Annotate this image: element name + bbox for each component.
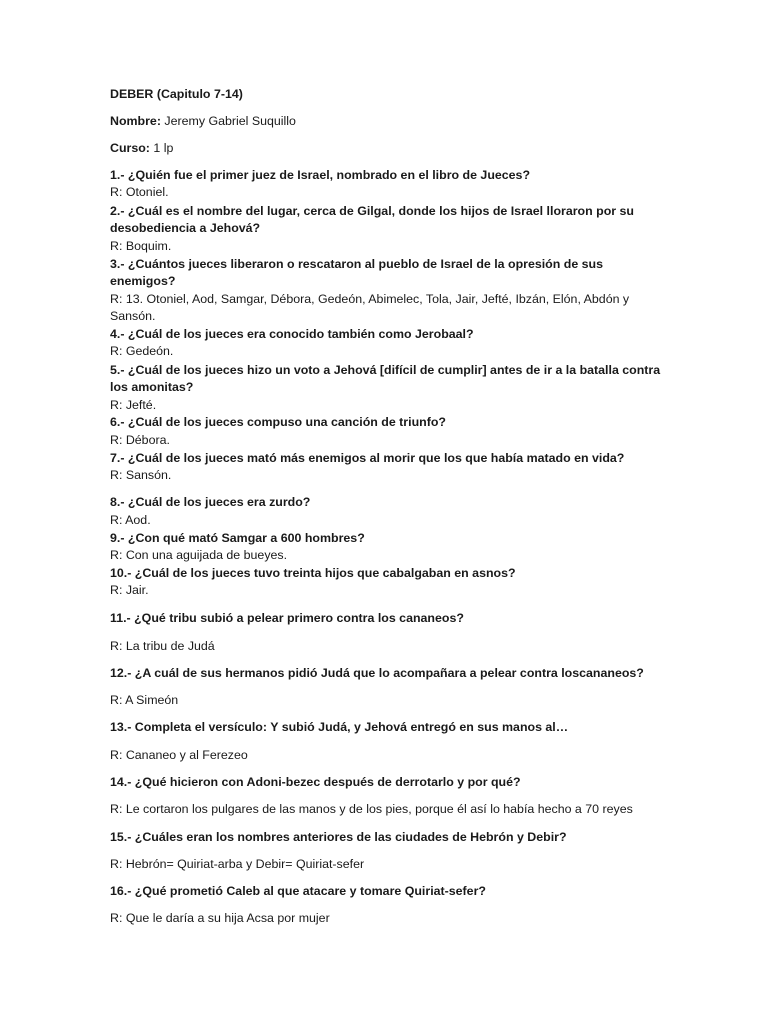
document-title: DEBER (Capitulo 7-14) bbox=[110, 87, 243, 101]
course-line bbox=[110, 140, 670, 158]
answer-text: R: Otoniel. bbox=[110, 185, 169, 199]
question-text: desobediencia a Jehová? bbox=[110, 221, 261, 235]
question-text: 14.- ¿Qué hicieron con Adoni-bezec después de derrotarlo y por qué? bbox=[110, 775, 521, 789]
answer-text: R: Con una aguijada de bueyes. bbox=[110, 548, 288, 562]
answer-text: R: Jefté. bbox=[110, 398, 157, 412]
answer-text: R: Que le daría a su hija Acsa por mujer bbox=[110, 911, 330, 925]
question-text: 6.- ¿Cuál de los jueces compuso una canción de triunfo? bbox=[110, 415, 446, 429]
answer-text: R: Boquim. bbox=[110, 239, 172, 253]
answer-text: R: Gedeón. bbox=[110, 344, 174, 358]
question-text: 16.- ¿Qué prometió Caleb al que atacare y tomare Quiriat-sefer? bbox=[110, 884, 486, 898]
answer-text: R: Le cortaron los pulgares de las manos y de los pies, porque él así lo había hecho a 70 reyes bbox=[110, 802, 633, 816]
answer-text: R: 13. Otoniel, Aod, Samgar, Débora, Gedeón, Abimelec, Tola, Jair, Jefté, Ibzán, Elón, Abdón y bbox=[110, 292, 630, 306]
course-label: Curso: bbox=[110, 141, 150, 155]
question-text: 7.- ¿Cuál de los jueces mató más enemigos al morir que los que había matado en vida? bbox=[110, 451, 625, 465]
answer-text: R: Aod. bbox=[110, 513, 151, 527]
answer-text: R: Sansón. bbox=[110, 468, 172, 482]
question-text: 3.- ¿Cuántos jueces liberaron o rescataron al pueblo de Israel de la opresión de sus bbox=[110, 257, 604, 271]
question-text: 1.- ¿Quién fue el primer juez de Israel, nombrado en el libro de Jueces? bbox=[110, 168, 531, 182]
question-text: 8.- ¿Cuál de los jueces era zurdo? bbox=[110, 495, 311, 509]
name-label: Nombre: bbox=[110, 114, 161, 128]
question-text: 15.- ¿Cuáles eran los nombres anteriores de las ciudades de Hebrón y Debir? bbox=[110, 830, 567, 844]
answer-text: Sansón. bbox=[110, 309, 156, 323]
question-text: 13.- Completa el versículo: Y subió Judá, y Jehová entregó en sus manos al… bbox=[110, 720, 569, 734]
question-text: 10.- ¿Cuál de los jueces tuvo treinta hijos que cabalgaban en asnos? bbox=[110, 566, 516, 580]
answer-text: R: Débora. bbox=[110, 433, 170, 447]
question-text: 4.- ¿Cuál de los jueces era conocido también como Jerobaal? bbox=[110, 327, 474, 341]
question-text: 9.- ¿Con qué mató Samgar a 600 hombres? bbox=[110, 531, 365, 545]
answer-text: R: Cananeo y al Ferezeo bbox=[110, 748, 248, 762]
question-text: 5.- ¿Cuál de los jueces hizo un voto a Jehová [difícil de cumplir] antes de ir a la batalla contra bbox=[110, 363, 661, 377]
question-text: los amonitas? bbox=[110, 380, 194, 394]
name-line bbox=[110, 113, 670, 131]
question-text: enemigos? bbox=[110, 274, 176, 288]
course-value: 1 lp bbox=[153, 141, 174, 155]
answer-text: R: Hebrón= Quiriat-arba y Debir= Quiriat-sefer bbox=[110, 857, 365, 871]
question-text: 11.- ¿Qué tribu subió a pelear primero contra los cananeos? bbox=[110, 611, 464, 625]
answer-text: R: La tribu de Judá bbox=[110, 639, 215, 653]
question-text: 2.- ¿Cuál es el nombre del lugar, cerca de Gilgal, donde los hijos de Israel lloraron por su bbox=[110, 204, 634, 218]
name-value: Jeremy Gabriel Suquillo bbox=[164, 114, 296, 128]
answer-text: R: A Simeón bbox=[110, 693, 179, 707]
question-text: 12.- ¿A cuál de sus hermanos pidió Judá que lo acompañara a pelear contra loscananeos? bbox=[110, 666, 644, 680]
answer-text: R: Jair. bbox=[110, 583, 149, 597]
